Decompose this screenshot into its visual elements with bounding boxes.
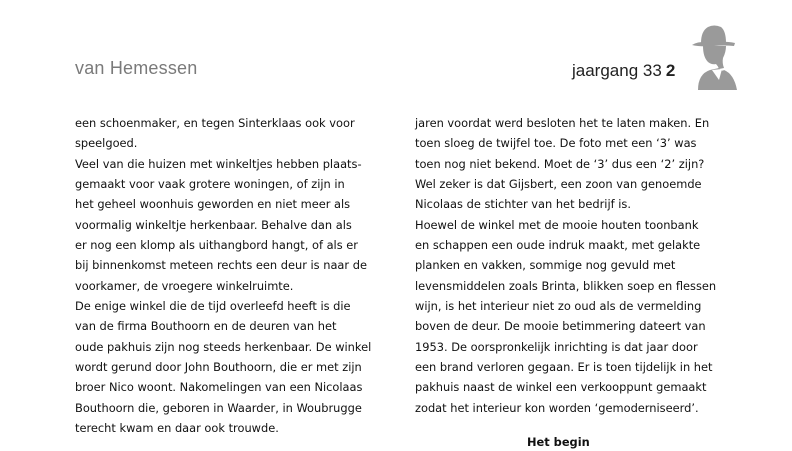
text-line: Veel van die huizen met winkeltjes hebben plaats- xyxy=(75,156,362,171)
text-line: De enige winkel die de tijd overleefd heeft is die xyxy=(75,299,351,314)
text-line: gemaakt voor vaak grotere woningen, of zijn in xyxy=(75,177,345,192)
text-line: boven de deur. De mooie betimmering dateert van xyxy=(415,319,706,334)
volume-label: jaargang 33 xyxy=(572,61,662,80)
author-name: van Hemessen xyxy=(75,58,198,78)
text-line: toen sloeg de twijfel toe. De foto met een ‘3’ was xyxy=(415,136,697,151)
article-column-right xyxy=(415,113,725,418)
text-line: toen nog niet bekend. Moet de ‘3’ dus een ‘2’ zijn? xyxy=(415,156,705,171)
text-line: Bouthoorn die, geboren in Waarder, in Woubrugge xyxy=(75,400,362,415)
volume-issue xyxy=(572,61,675,81)
article-column-left xyxy=(75,113,375,439)
section-subheading: Het begin xyxy=(527,435,590,449)
text-line: jaren voordat werd besloten het te laten maken. En xyxy=(415,116,710,130)
text-line: een brand verloren gegaan. Er is toen tijdelijk in het xyxy=(415,360,713,375)
text-line: planken en vakken, sommige nog gevuld met xyxy=(415,258,676,273)
text-line: zodat het interieur kon worden ‘gemoderniseerd’. xyxy=(415,400,699,415)
issue-number: 2 xyxy=(665,61,676,80)
text-line: Hoewel de winkel met de mooie houten toonbank xyxy=(415,217,699,232)
text-line: wijn, is het interieur niet zo oud als de vermelding xyxy=(415,299,702,314)
text-line: voorkamer, de vroegere winkelruimte. xyxy=(75,278,294,293)
text-line: pakhuis naast de winkel een verkooppunt gemaakt xyxy=(415,380,707,395)
text-line: speelgoed. xyxy=(75,136,138,151)
text-line: een schoenmaker, en tegen Sinterklaas ook voor xyxy=(75,116,355,130)
text-line: 1953. De oorspronkelijk inrichting is dat jaar door xyxy=(415,339,698,354)
text-line: en schappen een oude indruk maakt, met gelakte xyxy=(415,238,701,253)
text-line: levensmiddelen zoals Brinta, blikken soep en flessen xyxy=(415,278,717,293)
text-line: voormalig winkeltje herkenbaar. Behalve dan als xyxy=(75,217,352,232)
text-line: Nicolaas de stichter van het bedrijf is. xyxy=(415,197,631,212)
text-line: het geheel woonhuis geworden en niet meer als xyxy=(75,197,351,212)
text-line: Wel zeker is dat Gijsbert, een zoon van genoemde xyxy=(415,177,702,192)
text-line: oude pakhuis zijn nog steeds herkenbaar. De winkel xyxy=(75,339,372,354)
text-line: er nog een klomp als uithangbord hangt, of als er xyxy=(75,238,358,253)
text-line: van de firma Bouthoorn en de deuren van het xyxy=(75,319,337,334)
text-line: wordt gerund door John Bouthoorn, die er met zijn xyxy=(75,360,362,375)
text-line: terecht kwam en daar ook trouwde. xyxy=(75,421,279,436)
man-with-hat-silhouette-icon xyxy=(688,22,738,90)
text-line: broer Nico woont. Nakomelingen van een Nicolaas xyxy=(75,380,363,395)
text-line: bij binnenkomst meteen rechts een deur is naar de xyxy=(75,258,367,273)
